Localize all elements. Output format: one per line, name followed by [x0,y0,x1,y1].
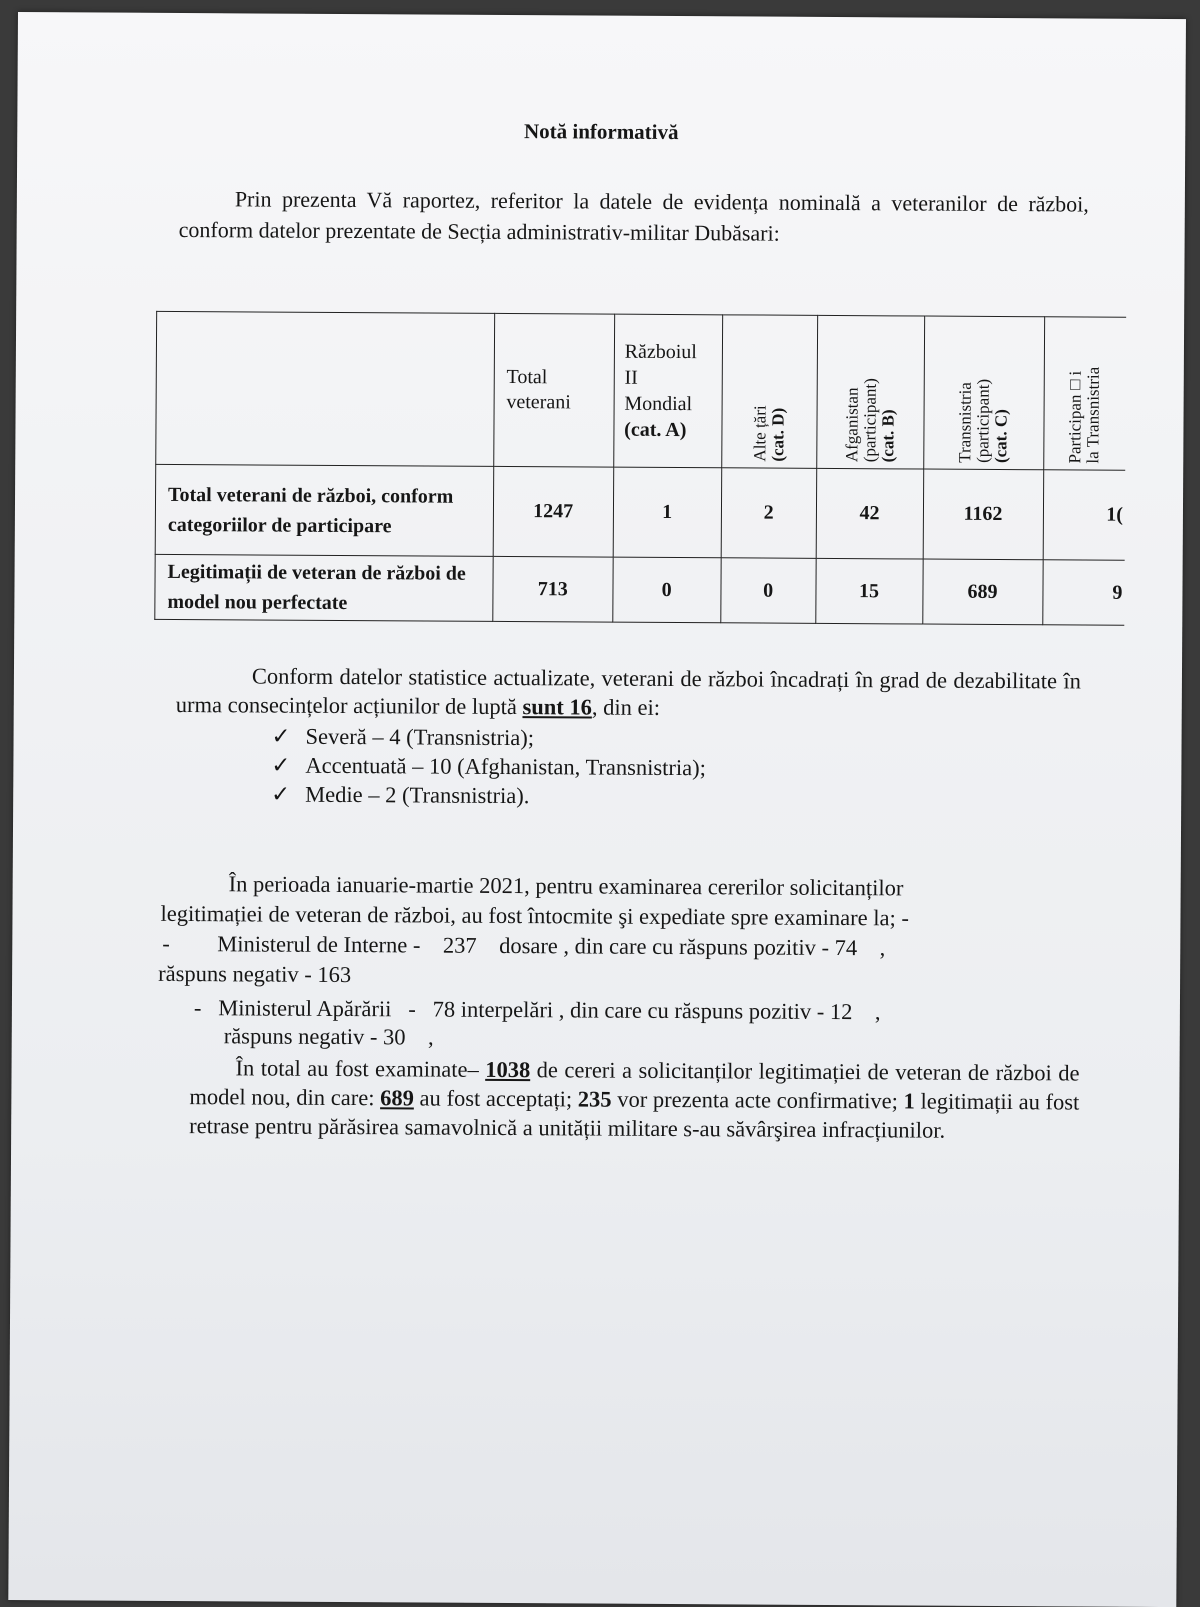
table-row [155,464,1125,560]
table-header-row [156,311,1126,470]
header-empty [156,311,495,466]
mi-line: răspuns negativ - 163 [158,960,352,988]
disability-paragraph: Conform datelor statistice actualizate, veterani de război încadrați în grad de dezabilitate în urma consecințelor acțiunilor de luptă sunt 16, din ei: [175,663,1082,720]
cell-ww2: 0 [613,557,721,623]
cell-afg: 42 [816,468,923,559]
checkmark-icon: ✓ [271,723,291,749]
mi-dash: - [162,930,170,956]
cell-part: 9 [1042,560,1124,625]
checkmark-icon: ✓ [271,781,291,807]
period-line: În perioada ianuarie-martie 2021, pentru examinarea cererilor solicitanților [228,871,904,901]
summary-paragraph: În total au fost examinate– 1038 de cereri a solicitanților legitimației de veteran de război de model nou, din care: 689 au fost acceptați; 235 vor prezenta acte confirmative; 1 legitimații au fost retrase pentru părăsirea samavolnică a unității militare s-au săvârşirea infracțiunilor. [189,1055,1080,1143]
cell-alte: 2 [721,468,816,559]
list-item: ✓ Accentuată – 10 (Afghanistan, Transnistria); [271,752,707,781]
cell-alte: 0 [720,558,815,624]
header-alte-tari: Alte țări (cat. D) [721,315,817,469]
checkmark-icon: ✓ [271,752,291,778]
intro-paragraph: Prin prezenta Vă raportez, referitor la datele de evidența nominală a veteranilor de război, conform datelor prezentate de Secția administrativ-militar Dubăsari: [178,186,1089,246]
veterans-table [154,311,1126,626]
cell-total: 1247 [493,466,614,557]
header-afganistan: Afganistan (participant) (cat. B) [816,315,924,469]
ma-line: - Ministerul Apărării - 78 interpelări , din care cu răspuns pozitiv - 12 , [193,995,881,1025]
cell-total: 713 [493,556,613,622]
list-item: ✓ Medie – 2 (Transnistria). [271,781,530,809]
row-label: Legitimații de veteran de război de model nou perfectate [155,554,493,621]
table-row [155,554,1125,625]
document-title: Notă informativă [523,119,679,145]
cell-part: 1( [1043,470,1126,560]
row-label: Total veterani de război, conform categoriilor de participare [155,464,493,556]
header-ww2: Războiul II Mondial (cat. A) [613,314,722,468]
document-page [8,12,1186,1607]
header-transnistria: Transnistria (participant) (cat. C) [923,316,1044,470]
cell-ww2: 1 [613,467,722,558]
header-total-veterani: Total veterani [494,313,615,467]
cell-trans: 1162 [923,469,1043,560]
list-item: ✓ Severă – 4 (Transnistria); [271,723,535,751]
cell-afg: 15 [815,558,922,624]
cell-trans: 689 [922,559,1042,625]
period-line: legitimației de veteran de război, au fost întocmite şi expediate spre examinare la; - [160,900,910,931]
header-participanti: Participan□i la Transnistria [1043,317,1126,470]
ma-line: răspuns negativ - 30 , [223,1023,434,1050]
mi-line: Ministerul de Interne - 237 dosare , din care cu răspuns pozitiv - 74 , [217,931,886,961]
